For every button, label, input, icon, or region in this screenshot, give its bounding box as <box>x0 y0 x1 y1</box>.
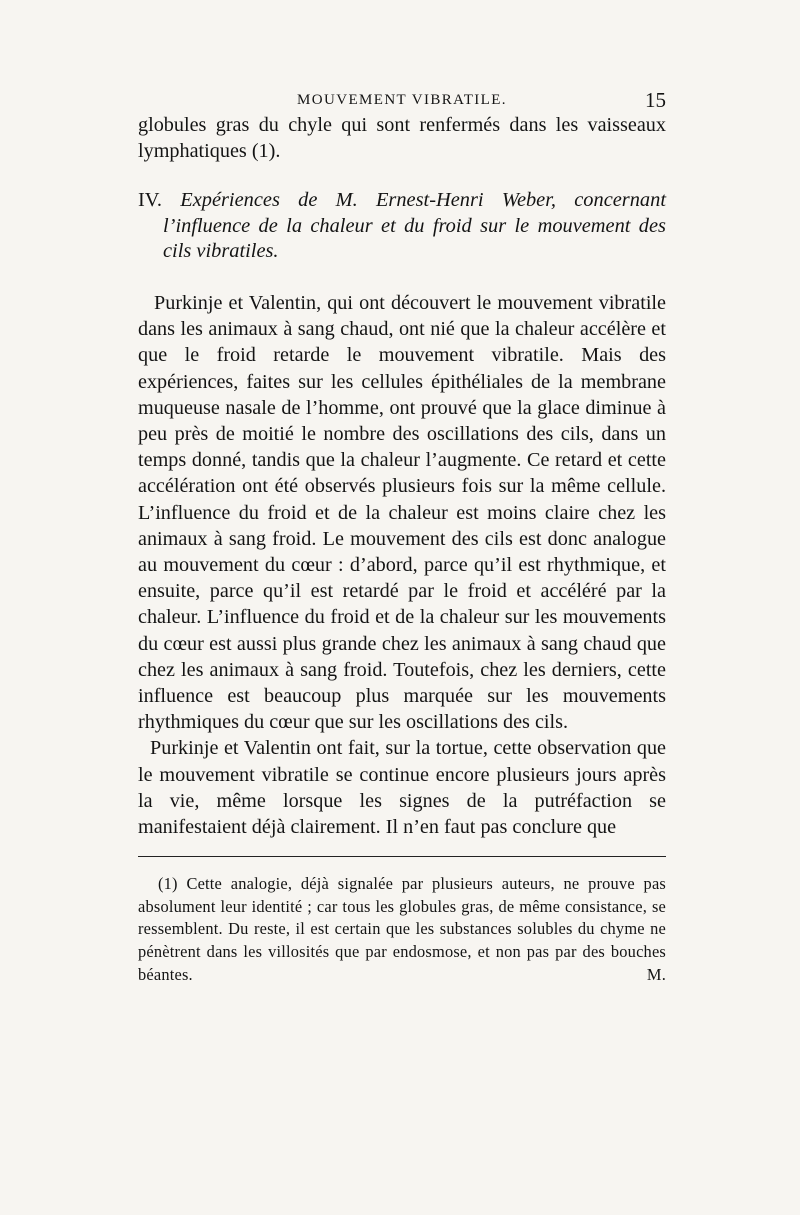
section-numeral: IV. <box>138 189 162 212</box>
running-head <box>138 88 666 112</box>
continuation-paragraph: globules gras du chyle qui sont renfermés dans les vaisseaux lymphatiques (1). <box>138 114 666 163</box>
section-heading <box>138 188 666 265</box>
footnote <box>138 873 666 986</box>
body-paragraph: Purkinje et Valentin ont fait, sur la tortue, cette observation que le mouvement vibratile se continue encore plusieurs jours après la vie, même lorsque les signes de la putréfaction se manifestaient déjà clairement. Il n’en faut pas conclure que <box>138 737 666 838</box>
running-head-title: MOUVEMENT VIBRATILE. <box>297 92 507 108</box>
section-heading-text: Expériences de M. Ernest-Henri Weber, concernant l’influence de la chaleur et du froid sur le mouvement des cils vibratiles. <box>163 189 666 263</box>
book-page <box>138 88 666 1003</box>
page-number: 15 <box>645 88 666 112</box>
footnote-divider <box>138 856 666 857</box>
body-paragraph: Purkinje et Valentin, qui ont découvert le mouvement vibratile dans les animaux à sang chaud, ont nié que la chaleur accélère et que le froid retarde le mouvement vibratile. Mais des expériences, faites sur les cellules épithéliales de la membrane muqueuse nasale de l’homme, ont prouvé que la glace diminue à peu près de moitié le nombre des oscillations des cils, dans un temps donné, tandis que la chaleur l’augmente. Ce retard et cette accélération ont été observés plusieurs fois sur la même cellule. L’influence du froid et de la chaleur est moins claire chez les animaux à sang froid. Le mouvement des cils est donc analogue au mouvement du cœur : d’abord, parce qu’il est rhythmique, et ensuite, parce qu’il est retardé par le froid et accéléré par la chaleur. L’influence du froid et de la chaleur sur les mouvements du cœur est aussi plus grande chez les animaux à sang chaud que chez les animaux à sang froid. Toutefois, chez les derniers, cette influence est beaucoup plus marquée sur les mouvements rhythmiques du cœur que sur les oscillations des cils. <box>138 291 666 734</box>
footnote-text: (1) Cette analogie, déjà signalée par plusieurs auteurs, ne prouve pas absolument leur identité ; car tous les globules gras, de même consistance, se ressemblent. Du reste, il est certain que les substances solubles du chyme ne pénètrent dans les villosités que par endosmose, et non pas par des bouches béantes. <box>138 874 666 984</box>
footnote-signature: M. <box>646 964 666 984</box>
